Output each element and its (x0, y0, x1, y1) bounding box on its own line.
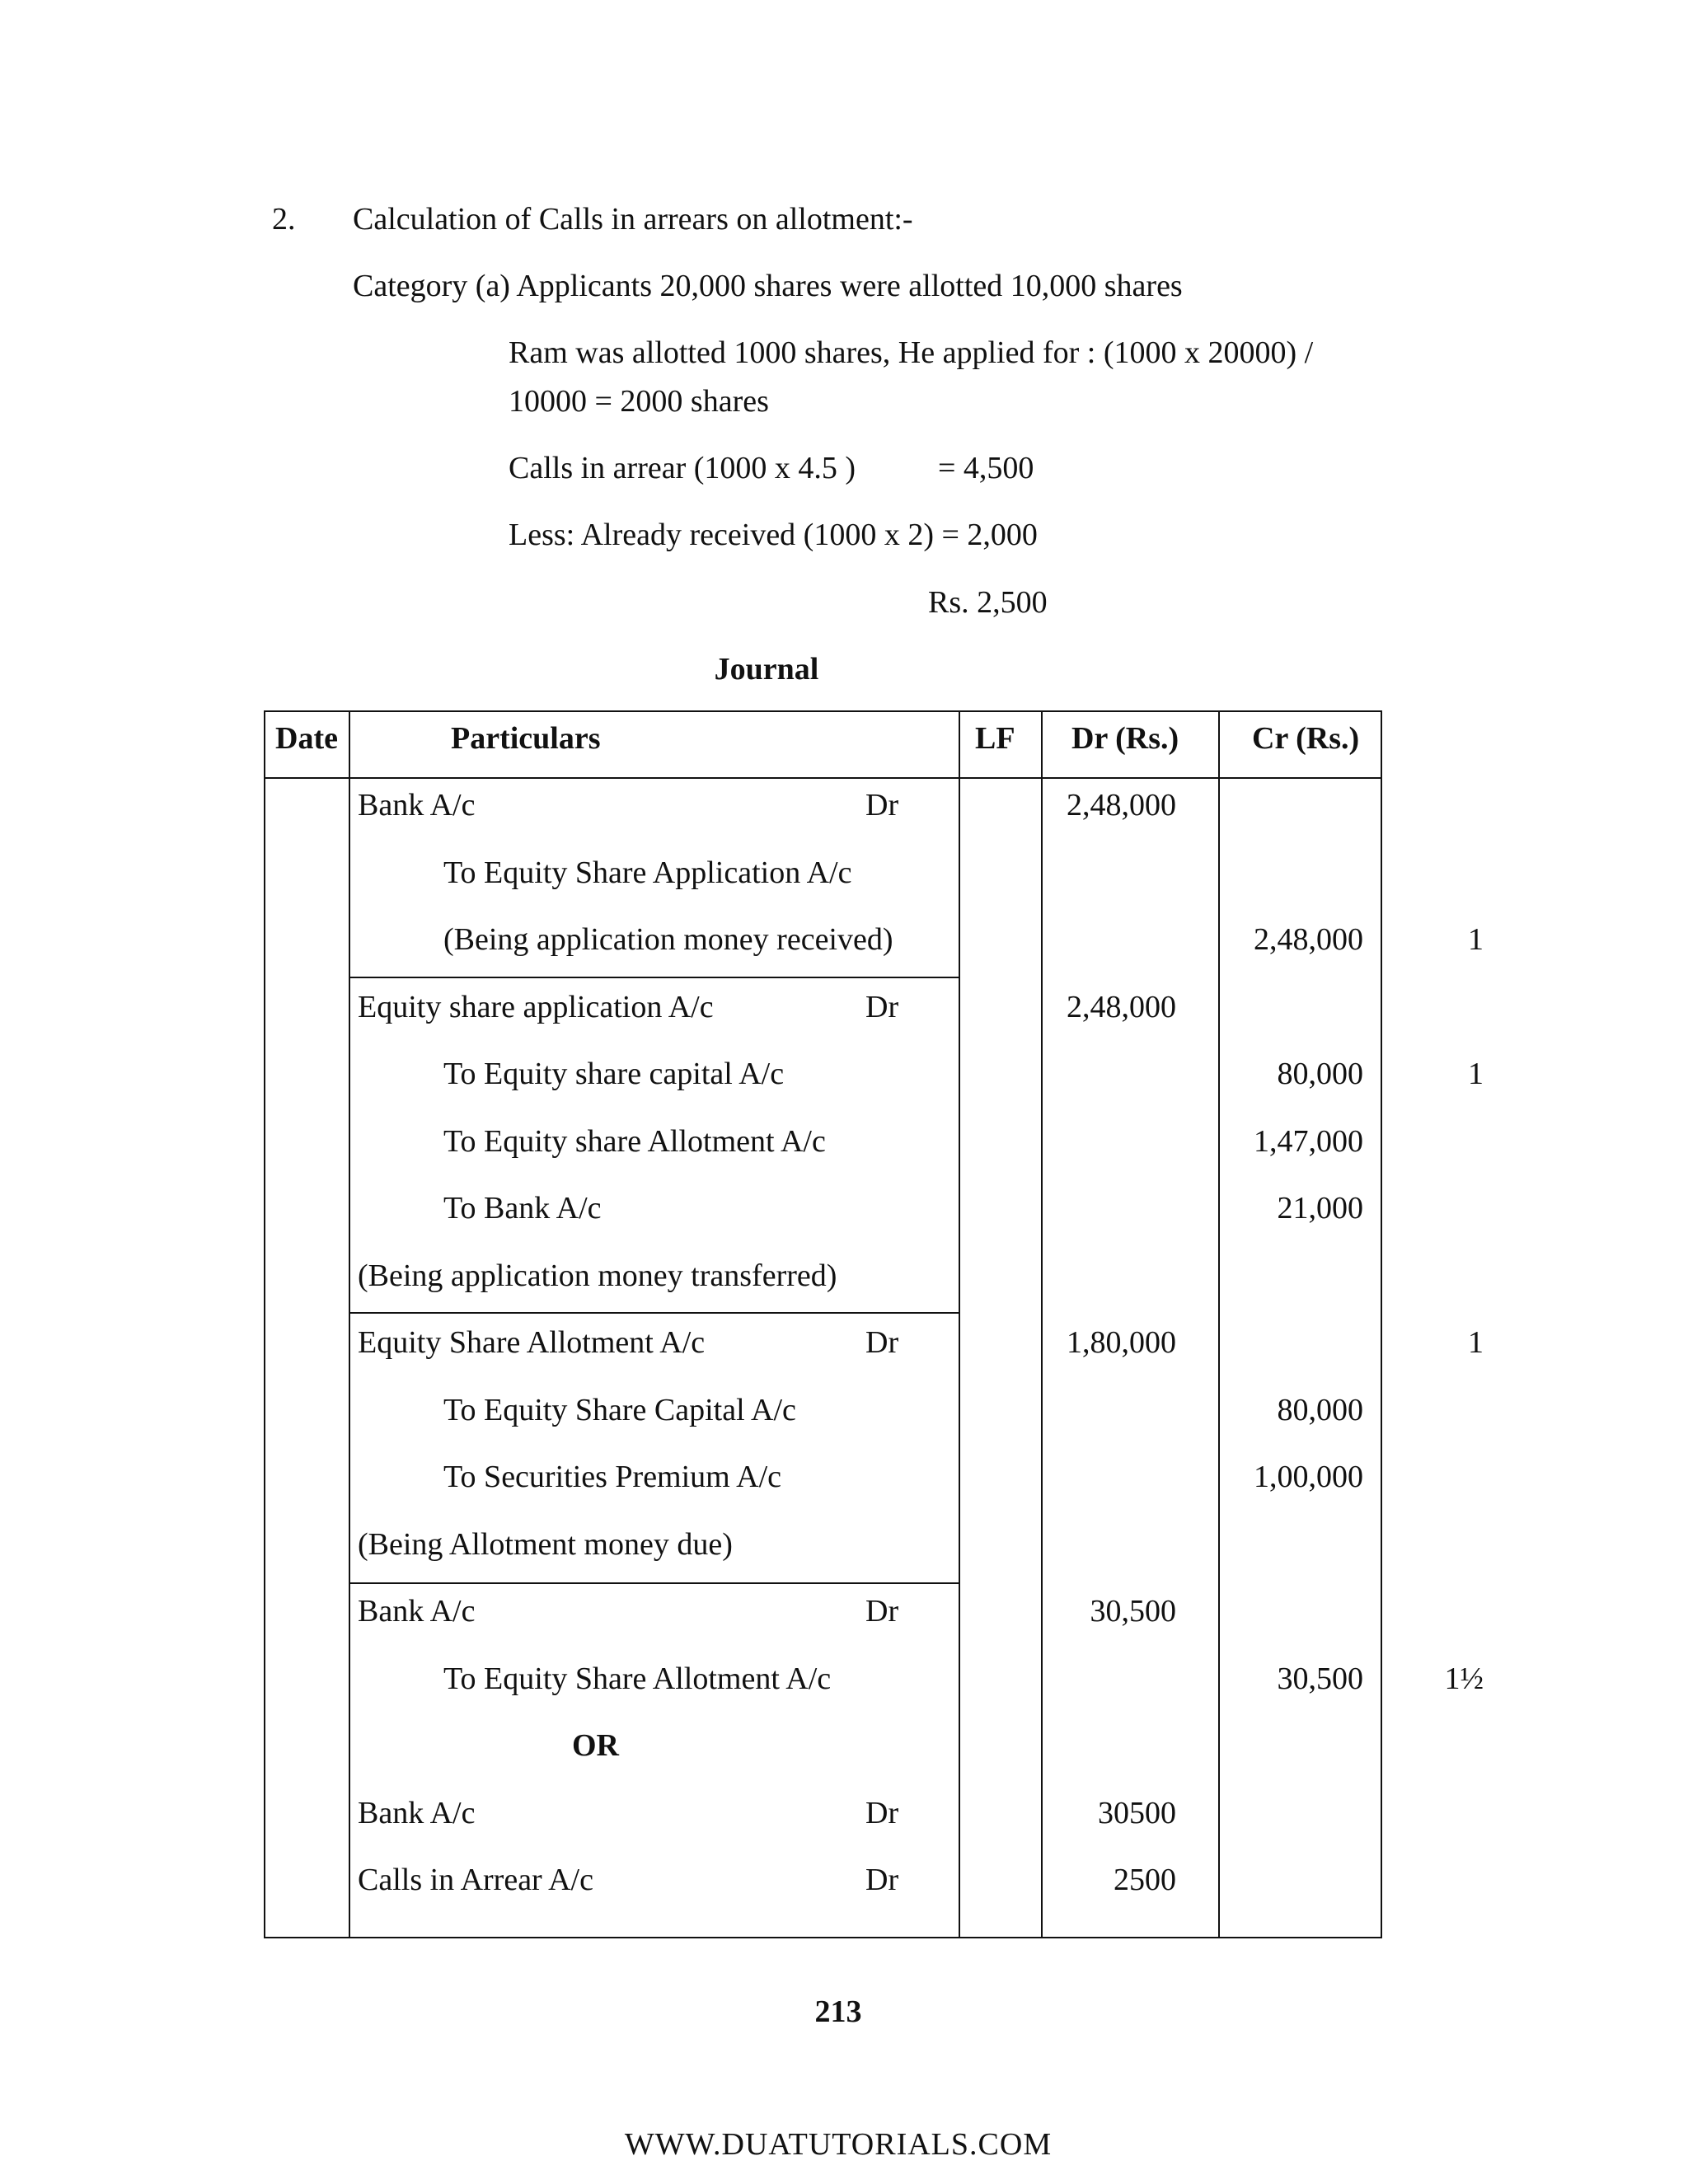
dr-marker: Dr (865, 990, 899, 1024)
column-divider-particulars (959, 710, 960, 1938)
header-lf: LF (975, 721, 1015, 756)
question-heading: Calculation of Calls in arrears on allotment:- (353, 202, 913, 237)
particulars-text: To Equity Share Application A/c (443, 855, 852, 890)
cr-amount: 1,00,000 (1254, 1460, 1363, 1494)
column-divider-dr (1218, 710, 1220, 1938)
dr-amount: 30,500 (1090, 1594, 1176, 1629)
or-label: OR (572, 1728, 619, 1763)
particulars-text: Bank A/c (358, 1796, 476, 1830)
cr-amount: 2,48,000 (1254, 922, 1363, 957)
dr-marker: Dr (865, 788, 899, 823)
dr-amount: 30500 (1098, 1796, 1176, 1830)
less-line: Less: Already received (1000 x 2) = 2,000 (509, 518, 1038, 552)
entry-separator (349, 1582, 960, 1584)
website-url: WWW.DUATUTORIALS.COM (624, 2127, 1053, 2162)
table-border-left (264, 710, 265, 1938)
particulars-text: Equity share application A/c (358, 990, 714, 1024)
journal-title: Journal (714, 652, 819, 687)
particulars-text: Equity Share Allotment A/c (358, 1325, 706, 1360)
table-border-top (264, 710, 1382, 712)
dr-marker: Dr (865, 1594, 899, 1629)
calls-value: = 4,500 (938, 451, 1034, 485)
marks-note: 1 (1468, 1057, 1484, 1091)
header-particulars: Particulars (451, 721, 601, 756)
marks-note: 1 (1468, 922, 1484, 957)
column-divider-lf (1041, 710, 1043, 1938)
header-cr: Cr (Rs.) (1252, 721, 1360, 756)
particulars-text: (Being Allotment money due) (358, 1527, 733, 1562)
marks-note: 1 (1468, 1325, 1484, 1360)
header-dr: Dr (Rs.) (1071, 721, 1179, 756)
dr-amount: 2,48,000 (1067, 788, 1176, 823)
dr-amount: 2,48,000 (1067, 990, 1176, 1024)
table-border-bottom (264, 1937, 1382, 1938)
dr-marker: Dr (865, 1863, 899, 1897)
ram-line-1: Ram was allotted 1000 shares, He applied for : (1000 x 20000) / (509, 335, 1314, 370)
particulars-text: To Equity Share Capital A/c (443, 1393, 796, 1427)
particulars-text: (Being application money received) (443, 922, 893, 957)
cr-amount: 30,500 (1277, 1661, 1363, 1696)
question-number: 2. (272, 202, 296, 237)
particulars-text: Bank A/c (358, 1594, 476, 1629)
particulars-text: To Bank A/c (443, 1191, 602, 1226)
dr-amount: 1,80,000 (1067, 1325, 1176, 1360)
dr-marker: Dr (865, 1325, 899, 1360)
ram-line-2: 10000 = 2000 shares (509, 384, 769, 419)
particulars-text: (Being application money transferred) (358, 1258, 837, 1293)
header-separator (264, 777, 1382, 779)
table-border-right (1381, 710, 1382, 1938)
cr-amount: 21,000 (1277, 1191, 1363, 1226)
marks-note: 1½ (1444, 1661, 1484, 1696)
particulars-text: To Equity Share Allotment A/c (443, 1661, 832, 1696)
entry-separator (349, 977, 960, 978)
particulars-text: Calls in Arrear A/c (358, 1863, 593, 1897)
category-line: Category (a) Applicants 20,000 shares were allotted 10,000 shares (353, 269, 1183, 303)
dr-marker: Dr (865, 1796, 899, 1830)
column-divider-date (349, 710, 350, 1938)
cr-amount: 80,000 (1277, 1057, 1363, 1091)
particulars-text: To Equity share capital A/c (443, 1057, 785, 1091)
particulars-text: To Securities Premium A/c (443, 1460, 782, 1494)
cr-amount: 80,000 (1277, 1393, 1363, 1427)
particulars-text: To Equity share Allotment A/c (443, 1124, 826, 1159)
entry-separator (349, 1312, 960, 1314)
net-amount: Rs. 2,500 (928, 585, 1048, 620)
calls-label: Calls in arrear (1000 x 4.5 ) (509, 451, 856, 485)
page-number: 213 (814, 1994, 862, 2029)
header-date: Date (275, 721, 338, 756)
cr-amount: 1,47,000 (1254, 1124, 1363, 1159)
particulars-text: Bank A/c (358, 788, 476, 823)
dr-amount: 2500 (1114, 1863, 1176, 1897)
